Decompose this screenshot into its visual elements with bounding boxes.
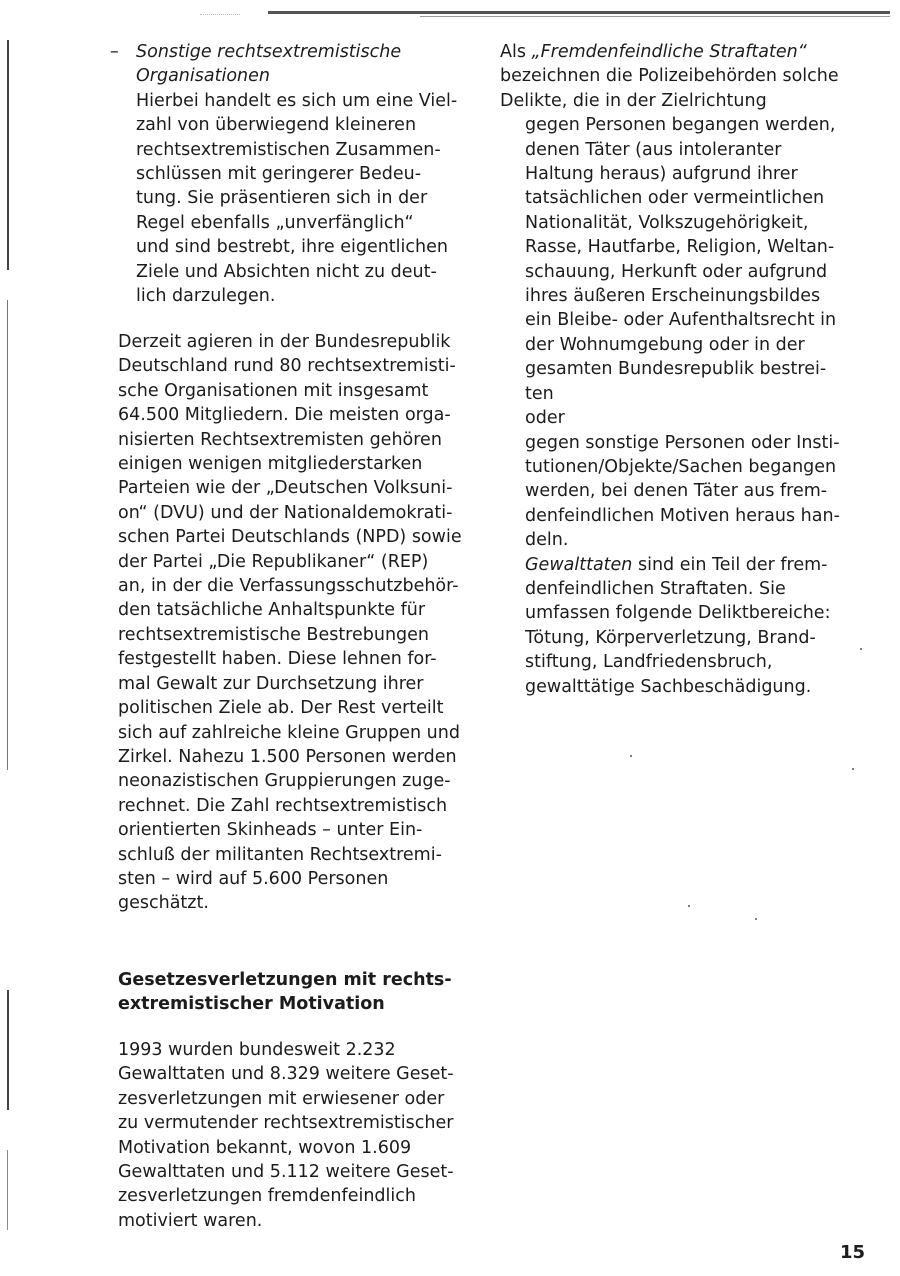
text-line: nisierten Rechtsextremisten gehören <box>118 429 442 450</box>
heading-line: extremistischer Motivation <box>118 994 385 1015</box>
text-line: zesverletzungen fremdenfeindlich <box>118 1186 416 1207</box>
text-line: zesverletzungen mit erwiesener oder <box>118 1088 445 1109</box>
text-line: an, in der die Verfassungsschutzbehör- <box>118 576 459 597</box>
text-line: 64.500 Mitgliedern. Die meisten orga- <box>118 405 451 426</box>
text-line: mal Gewalt zur Durchsetzung ihrer <box>118 673 424 694</box>
text-line: stiftung, Landfriedensbruch, <box>525 652 773 673</box>
paragraph-organisations <box>118 330 483 916</box>
text-line: tatsächlichen oder vermeintlichen <box>525 188 825 209</box>
text-line: einigen wenigen mitgliederstarken <box>118 454 423 475</box>
text-line: Ziele und Absichten nicht zu deut- <box>136 261 437 282</box>
text-line: werden, bei denen Täter aus frem- <box>525 481 828 502</box>
text-line: gewalttätige Sachbeschädigung. <box>525 676 812 697</box>
text-line: der Wohnumgebung oder in der <box>525 334 805 355</box>
text-line: schauung, Herkunft oder aufgrund <box>525 261 828 282</box>
text-line: tung. Sie präsentieren sich in der <box>136 188 428 209</box>
oder-line: oder <box>525 408 565 429</box>
text-line: sich auf zahlreiche kleine Gruppen und <box>118 722 460 743</box>
text-line: zahl von überwiegend kleineren <box>136 115 417 136</box>
scan-speck <box>688 905 690 907</box>
text-line: Motivation bekannt, wovon 1.609 <box>118 1137 412 1158</box>
text-line: neonazistischen Gruppierungen zuge- <box>118 771 451 792</box>
text-line: gegen Personen begangen werden, <box>525 115 836 136</box>
text-line: rechtsextremistische Bestrebungen <box>118 624 430 645</box>
text-line: schluß der militanten Rechtsextremi- <box>118 844 442 865</box>
heading-line: Gesetzesverletzungen mit rechts- <box>118 970 452 990</box>
text-line: Hierbei handelt es sich um eine Viel- <box>136 90 458 111</box>
left-column <box>110 40 483 308</box>
text-line: sten – wird auf 5.600 Personen <box>118 868 389 889</box>
text-line: Tötung, Körperverletzung, Brand- <box>525 627 816 648</box>
scan-speck <box>630 755 632 757</box>
top-rule <box>268 11 890 14</box>
text-line: Parteien wie der „Deutschen Volksuni- <box>118 478 453 499</box>
page-number: 15 <box>840 1242 866 1263</box>
scan-speck <box>852 768 854 770</box>
text-line: Haltung heraus) aufgrund ihrer <box>525 164 798 185</box>
text-line: bezeichnen die Polizeibehörden solche <box>500 66 839 87</box>
text-line: Zirkel. Nahezu 1.500 Personen werden <box>118 746 457 767</box>
scan-left-edge <box>7 1150 8 1230</box>
scan-left-edge <box>7 300 8 770</box>
item-body <box>136 89 483 309</box>
text-line: zu vermutender rechtsextremistischer <box>118 1113 454 1134</box>
text-line: rechtsextremistischen Zusammen- <box>136 139 441 160</box>
text-line: ihres äußeren Erscheinungsbildes <box>525 286 821 307</box>
text-line: lich darzulegen. <box>136 286 276 307</box>
definition-block-persons <box>500 113 870 699</box>
text-line: Deutschland rund 80 rechtsextremisti- <box>118 356 456 377</box>
text-line: schen Partei Deutschlands (NPD) sowie <box>118 527 462 548</box>
text-line: politischen Ziele ab. Der Rest verteilt <box>118 698 444 719</box>
text-line: Nationalität, Volkszugehörigkeit, <box>525 212 809 233</box>
text-line: motiviert waren. <box>118 1210 263 1231</box>
text-line: deln. <box>525 530 569 551</box>
text-line: Delikte, die in der Zielrichtung <box>500 90 767 111</box>
text-line: tutionen/Objekte/Sachen begangen <box>525 456 837 477</box>
text-line: festgestellt haben. Diese lehnen for- <box>118 649 437 670</box>
text-line: gesamten Bundesrepublik bestrei- <box>525 359 827 380</box>
text-line: umfassen folgende Deliktbereiche: <box>525 603 831 624</box>
right-column <box>500 40 870 699</box>
list-dash: – <box>110 42 119 62</box>
text-line: ten <box>525 383 554 404</box>
item-title: Organisationen <box>136 66 270 87</box>
text-line: ein Bleibe- oder Aufenthaltsrecht in <box>525 310 837 331</box>
text-line: schlüssen mit geringerer Bedeu- <box>136 164 422 185</box>
gewalt-line <box>525 553 870 577</box>
text-line: Gewalttaten und 5.112 weitere Geset- <box>118 1162 454 1183</box>
intro-term: „Fremdenfeindliche Straftaten“ <box>531 42 807 62</box>
text-line: und sind bestrebt, ihre eigentlichen <box>136 237 448 258</box>
text-line: den tatsächliche Anhaltspunkte für <box>118 600 426 621</box>
scan-left-edge <box>7 40 9 270</box>
scan-speck <box>860 648 862 650</box>
text-line: rechnet. Die Zahl rechtsextremistisch <box>118 795 448 816</box>
paragraph-statistics <box>118 1038 483 1233</box>
text-line: Derzeit agieren in der Bundesrepublik <box>118 332 451 352</box>
gewalt-term: Gewalttaten <box>525 554 633 575</box>
text-line: geschätzt. <box>118 893 209 914</box>
text-line: denen Täter (aus intoleranter <box>525 139 782 160</box>
section-heading <box>118 968 483 1017</box>
intro-line <box>500 40 870 64</box>
scan-speck <box>755 918 757 920</box>
text-line: denfeindlichen Straftaten. Sie <box>525 578 786 599</box>
text-line: gegen sonstige Personen oder Insti- <box>525 432 840 453</box>
list-item-organisations <box>110 40 483 308</box>
top-rule-secondary <box>420 16 890 17</box>
intro-prefix: Als <box>500 42 532 62</box>
text-line: on“ (DVU) und der Nationaldemokrati- <box>118 502 453 523</box>
scan-left-edge <box>7 990 9 1110</box>
text-line: sche Organisationen mit insgesamt <box>118 380 429 401</box>
text-line: der Partei „Die Republikaner“ (REP) <box>118 551 429 572</box>
text-line: Regel ebenfalls „unverfänglich“ <box>136 212 414 233</box>
gewalt-rest: sind ein Teil der frem- <box>632 554 828 575</box>
text-line: denfeindlichen Motiven heraus han- <box>525 505 840 526</box>
text-line: Gewalttaten und 8.329 weitere Geset- <box>118 1064 454 1085</box>
item-title: Sonstige rechtsextremistische <box>136 42 402 62</box>
text-line: Rasse, Hautfarbe, Religion, Weltan- <box>525 237 835 258</box>
text-line: 1993 wurden bundesweit 2.232 <box>118 1040 396 1060</box>
text-line: orientierten Skinheads – unter Ein- <box>118 820 423 841</box>
top-dotted-line <box>200 14 240 16</box>
